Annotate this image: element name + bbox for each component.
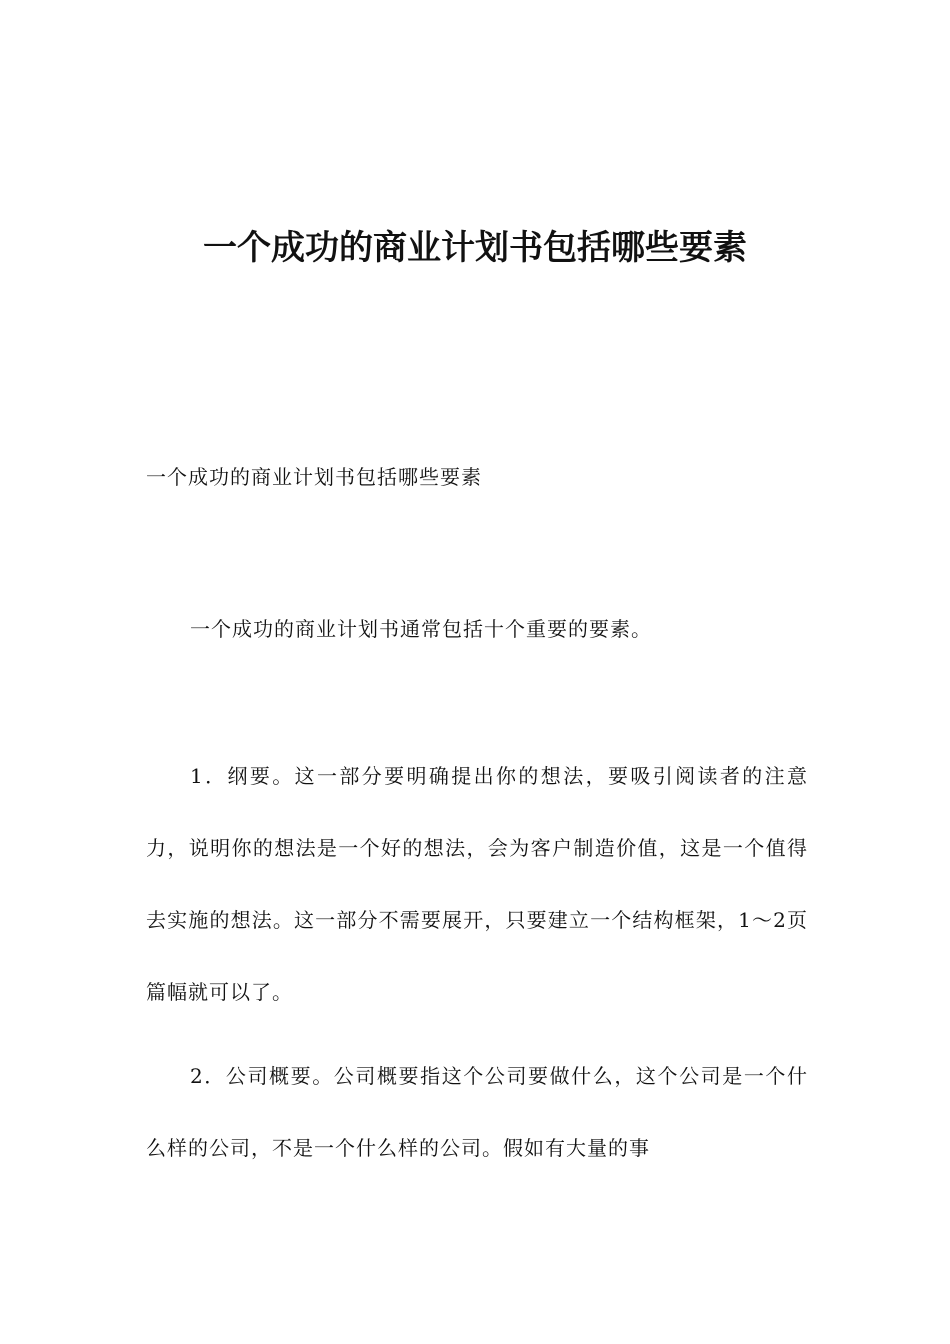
paragraph-summary: 1．纲要。这一部分要明确提出你的想法，要吸引阅读者的注意力，说明你的想法是一个好的想法，会为客户制造价值，这是一个值得去实施的想法。这一部分不需要展开，只要建立一个结构框架，1～2页篇幅就可以了。 [146, 764, 808, 1004]
paragraph-company-overview: 2．公司概要。公司概要指这个公司要做什么，这个公司是一个什么样的公司，不是一个什么样的公司。假如有大量的事 [146, 1064, 808, 1160]
intro-paragraph: 一个成功的商业计划书通常包括十个重要的要素。 [190, 617, 652, 641]
document-subtitle: 一个成功的商业计划书包括哪些要素 [146, 465, 482, 489]
document-title: 一个成功的商业计划书包括哪些要素 [203, 228, 747, 268]
